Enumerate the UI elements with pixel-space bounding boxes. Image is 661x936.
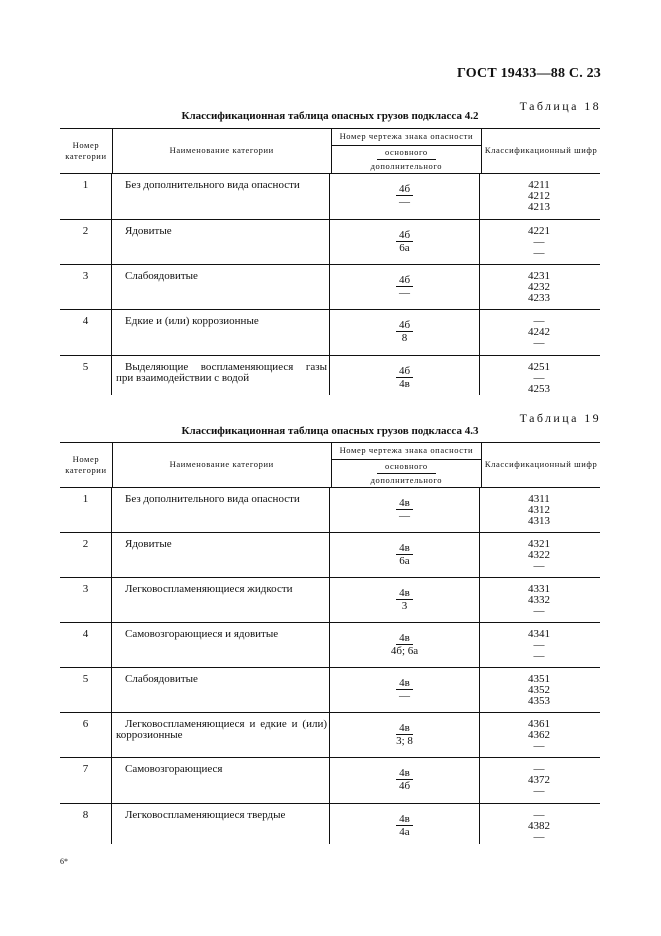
table-row [60, 488, 600, 533]
col-header-sign [332, 129, 483, 173]
classification-codes [480, 713, 598, 757]
code-value: 4332 [528, 594, 550, 606]
sign-number [330, 310, 480, 355]
code-value: 4382 [528, 820, 550, 832]
sign-extra: 4в [399, 378, 410, 390]
code-value: — [533, 639, 545, 651]
category-name: Ядовитые [112, 220, 330, 264]
code-value: 4321 [528, 538, 550, 550]
table-19-label: Таблица 19 [519, 411, 601, 425]
col-header-sign [332, 443, 483, 487]
sign-number [330, 356, 480, 395]
category-number: 8 [60, 804, 112, 844]
classification-codes [480, 310, 598, 355]
sign-number [330, 265, 480, 309]
category-number: 2 [60, 533, 112, 577]
classification-codes [480, 356, 598, 395]
sign-number [330, 804, 480, 844]
page-mark: 6* [60, 857, 68, 866]
code-value: 4212 [528, 190, 550, 202]
col-header-sign-group: Номер чертежа знака опасности [332, 129, 482, 146]
code-value: 4231 [528, 270, 550, 282]
code-value: 4372 [528, 774, 550, 786]
code-value: — [533, 315, 545, 327]
classification-codes [480, 578, 598, 622]
sign-main: 4в [396, 768, 413, 780]
sign-main: 4в [396, 588, 413, 600]
sign-extra: 6а [399, 242, 410, 254]
sign-main: 4б [396, 366, 413, 378]
sign-extra: 4б [398, 780, 411, 792]
table-19-title: Классификационная таблица опасных грузов подкласса 4.3 [181, 425, 479, 437]
sign-main: 4в [396, 678, 413, 690]
sign-extra: 3 [401, 600, 408, 612]
classification-codes [480, 174, 598, 219]
classification-codes [480, 488, 598, 532]
category-number: 1 [60, 488, 112, 532]
table-18-label: Таблица 18 [519, 99, 601, 113]
col-header-number: Номер категории [60, 443, 113, 487]
code-value: 4221 [528, 225, 550, 237]
category-number: 4 [60, 623, 112, 667]
classification-codes [480, 804, 598, 844]
sign-extra: 4а [399, 826, 410, 838]
table-row [60, 578, 600, 623]
sign-number [330, 174, 480, 219]
sign-extra: 6а [399, 555, 410, 567]
sign-main: 4б [396, 184, 413, 196]
col-header-name: Наименование категории [113, 129, 332, 173]
sign-main: 4б [396, 275, 413, 287]
sign-number [330, 488, 480, 532]
category-name: Без дополнительного вида опасности [112, 174, 330, 219]
code-value: 4322 [528, 549, 550, 561]
table-row [60, 804, 600, 844]
classification-codes [480, 668, 598, 712]
col-header-code: Классификационный шифр [484, 459, 598, 470]
code-value: — [533, 650, 545, 662]
sign-main: 4в [396, 498, 413, 510]
code-value: 4213 [528, 201, 550, 213]
category-name: Без дополнительного вида опасности [112, 488, 330, 532]
code-value: 4351 [528, 673, 550, 685]
code-value: — [533, 763, 545, 775]
code-value: 4253 [528, 383, 550, 395]
classification-codes [480, 265, 598, 309]
table-row [60, 713, 600, 758]
sign-number [330, 578, 480, 622]
code-value: — [533, 831, 545, 843]
code-value: — [533, 372, 545, 384]
code-value: 4311 [528, 493, 550, 505]
category-name: Выделяющие воспламеняющиеся газы при взаимодействии с водой [112, 356, 330, 395]
col-header-sign-fraction [332, 460, 482, 487]
sign-number [330, 713, 480, 757]
code-value: — [533, 247, 545, 259]
code-value: 4233 [528, 292, 550, 304]
classification-codes [480, 533, 598, 577]
col-header-code: Классификационный шифр [484, 145, 598, 156]
sign-number [330, 220, 480, 264]
code-value: 4313 [528, 515, 550, 527]
code-value: 4361 [528, 718, 550, 730]
code-value: 4352 [528, 684, 550, 696]
sign-extra: 8 [401, 332, 408, 344]
category-number: 3 [60, 578, 112, 622]
category-name: Слабоядовитые [112, 265, 330, 309]
table-row [60, 758, 600, 804]
sign-number [330, 623, 480, 667]
table-row [60, 174, 600, 220]
category-number: 3 [60, 265, 112, 309]
code-value: — [533, 337, 545, 349]
category-name: Легковоспламеняющиеся и едкие и (или) коррозионные [112, 713, 330, 757]
sign-main: 4б [396, 230, 413, 242]
code-value: — [533, 560, 545, 572]
classification-codes [480, 220, 598, 264]
category-name: Самовозгорающиеся и ядовитые [112, 623, 330, 667]
code-value: — [533, 740, 545, 752]
table-row [60, 310, 600, 356]
sign-number [330, 533, 480, 577]
category-number: 5 [60, 668, 112, 712]
col-header-sign-main: основного [377, 147, 436, 160]
category-number: 6 [60, 713, 112, 757]
sign-extra: — [398, 196, 410, 208]
code-value: — [533, 785, 545, 797]
code-value: 4331 [528, 583, 550, 595]
code-value: — [533, 809, 545, 821]
category-number: 1 [60, 174, 112, 219]
category-name: Ядовитые [112, 533, 330, 577]
table-header [60, 443, 600, 488]
col-header-name: Наименование категории [113, 443, 332, 487]
category-name: Едкие и (или) коррозионные [112, 310, 330, 355]
col-header-sign-main: основного [377, 461, 436, 474]
table-18-title: Классификационная таблица опасных грузов подкласса 4.2 [181, 110, 479, 122]
category-name: Легковоспламеняющиеся твердые [112, 804, 330, 844]
table-row [60, 265, 600, 310]
table-row [60, 356, 600, 395]
col-header-sign-extra: дополнительного [370, 475, 443, 485]
code-value: 4242 [528, 326, 550, 338]
sign-extra: — [398, 690, 410, 702]
code-value: 4251 [528, 361, 550, 373]
table-18 [60, 128, 600, 395]
sign-main: 4в [396, 543, 413, 555]
col-header-sign-extra: дополнительного [370, 161, 443, 171]
sign-main: 4в [396, 814, 413, 826]
category-number: 4 [60, 310, 112, 355]
sign-extra: — [398, 510, 410, 522]
sign-number [330, 758, 480, 803]
table-header [60, 129, 600, 174]
sign-main: 4б [396, 320, 413, 332]
code-value: — [533, 605, 545, 617]
table-row [60, 668, 600, 713]
col-header-number: Номер категории [60, 129, 113, 173]
sign-main: 4в [396, 633, 413, 645]
code-value: 4341 [528, 628, 550, 640]
sign-extra: 3; 8 [396, 735, 413, 747]
table-row [60, 533, 600, 578]
sign-number [330, 668, 480, 712]
code-value: 4353 [528, 695, 550, 707]
table-row [60, 220, 600, 265]
classification-codes [480, 758, 598, 803]
sign-extra: — [398, 287, 410, 299]
category-number: 7 [60, 758, 112, 803]
code-value: 4232 [528, 281, 550, 293]
category-name: Самовозгорающиеся [112, 758, 330, 803]
code-value: 4312 [528, 504, 550, 516]
col-header-sign-group: Номер чертежа знака опасности [332, 443, 482, 460]
table-row [60, 623, 600, 668]
sign-extra: 4б; 6а [390, 645, 419, 657]
document-reference: ГОСТ 19433—88 С. 23 [457, 66, 601, 81]
table-19 [60, 442, 600, 844]
code-value: 4211 [528, 179, 550, 191]
code-value: — [533, 236, 545, 248]
category-number: 5 [60, 356, 112, 395]
category-number: 2 [60, 220, 112, 264]
col-header-sign-fraction [332, 146, 482, 173]
sign-main: 4в [396, 723, 413, 735]
category-name: Слабоядовитые [112, 668, 330, 712]
classification-codes [480, 623, 598, 667]
code-value: 4362 [528, 729, 550, 741]
category-name: Легковоспламеняющиеся жидкости [112, 578, 330, 622]
